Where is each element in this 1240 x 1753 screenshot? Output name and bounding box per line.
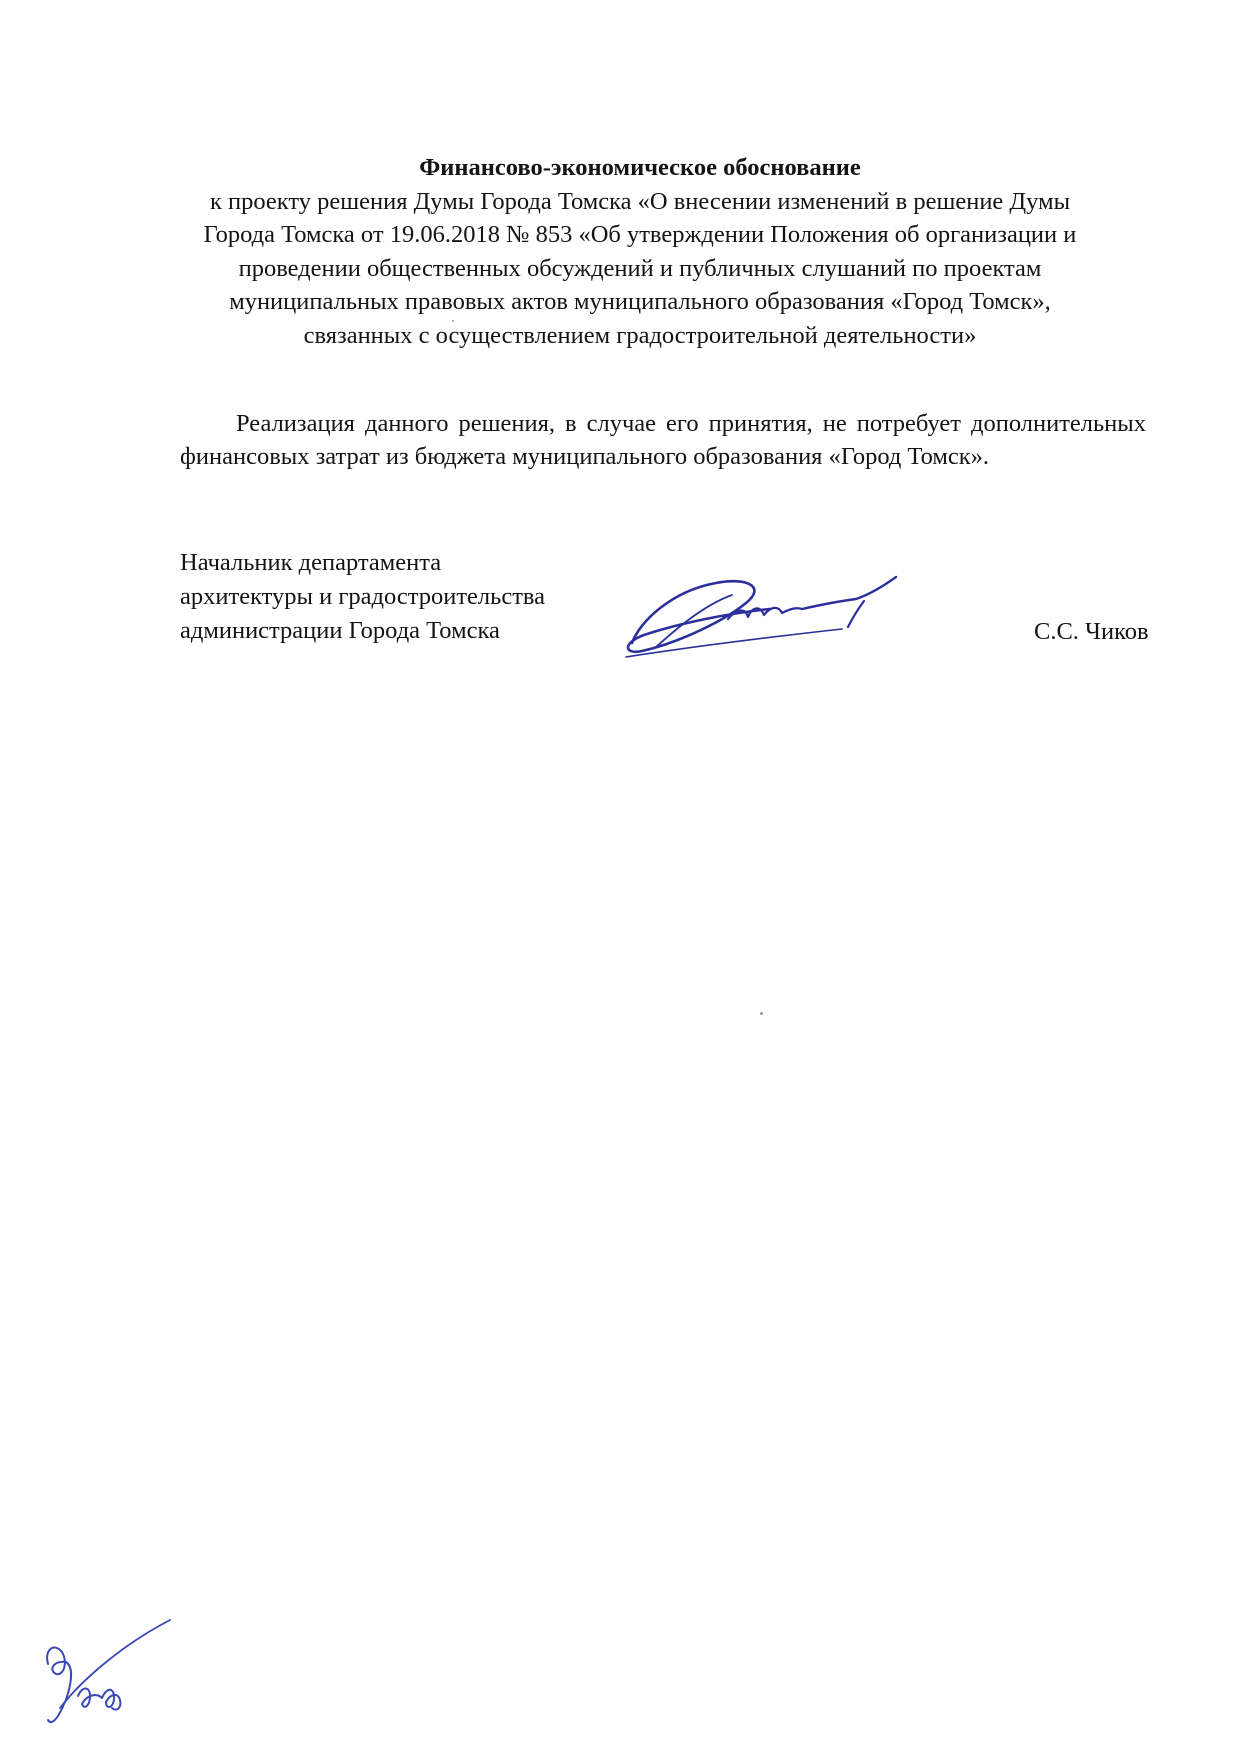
handwritten-initials xyxy=(40,1612,175,1732)
subject-line: связанных с осуществлением градостроительной деятельности» xyxy=(303,321,977,349)
signer-position xyxy=(180,546,680,648)
initials-stroke xyxy=(47,1648,71,1723)
signer-position-line: администрации Города Томска xyxy=(180,617,500,644)
initials-strokes xyxy=(47,1620,170,1722)
body-paragraph: Реализация данного решения, в случае его принятия, не потребует дополнительных финансовых затрат из бюджета муниципального образования «Город Томск». xyxy=(180,409,1146,470)
title-block xyxy=(180,151,1100,352)
signer-position-line: архитектуры и градостроительства xyxy=(180,583,546,610)
subject-line: к проекту решения Думы Города Томска «О внесении изменений в решение Думы xyxy=(209,187,1071,215)
signature-stroke xyxy=(802,577,896,609)
signature-stroke xyxy=(848,601,864,627)
scan-speck xyxy=(452,320,454,322)
subject-line: проведении общественных обсуждений и публичных слушаний по проектам xyxy=(238,254,1042,282)
subject-line: муниципальных правовых актов муниципального образования «Город Томск», xyxy=(229,288,1051,315)
document-title: Финансово-экономическое обоснование xyxy=(419,154,861,181)
signature-stroke xyxy=(626,629,842,657)
signer-name: С.С. Чиков xyxy=(1034,618,1149,645)
initials-stroke xyxy=(78,1689,102,1707)
signature-strokes xyxy=(626,577,896,657)
handwritten-signature xyxy=(620,565,910,665)
signer-position-line: Начальник департамента xyxy=(180,549,442,576)
initials-stroke xyxy=(102,1690,120,1710)
subject-line: Города Томска от 19.06.2018 № 853 «Об утверждении Положения об организации и xyxy=(203,221,1077,248)
scan-speck xyxy=(760,1012,763,1015)
